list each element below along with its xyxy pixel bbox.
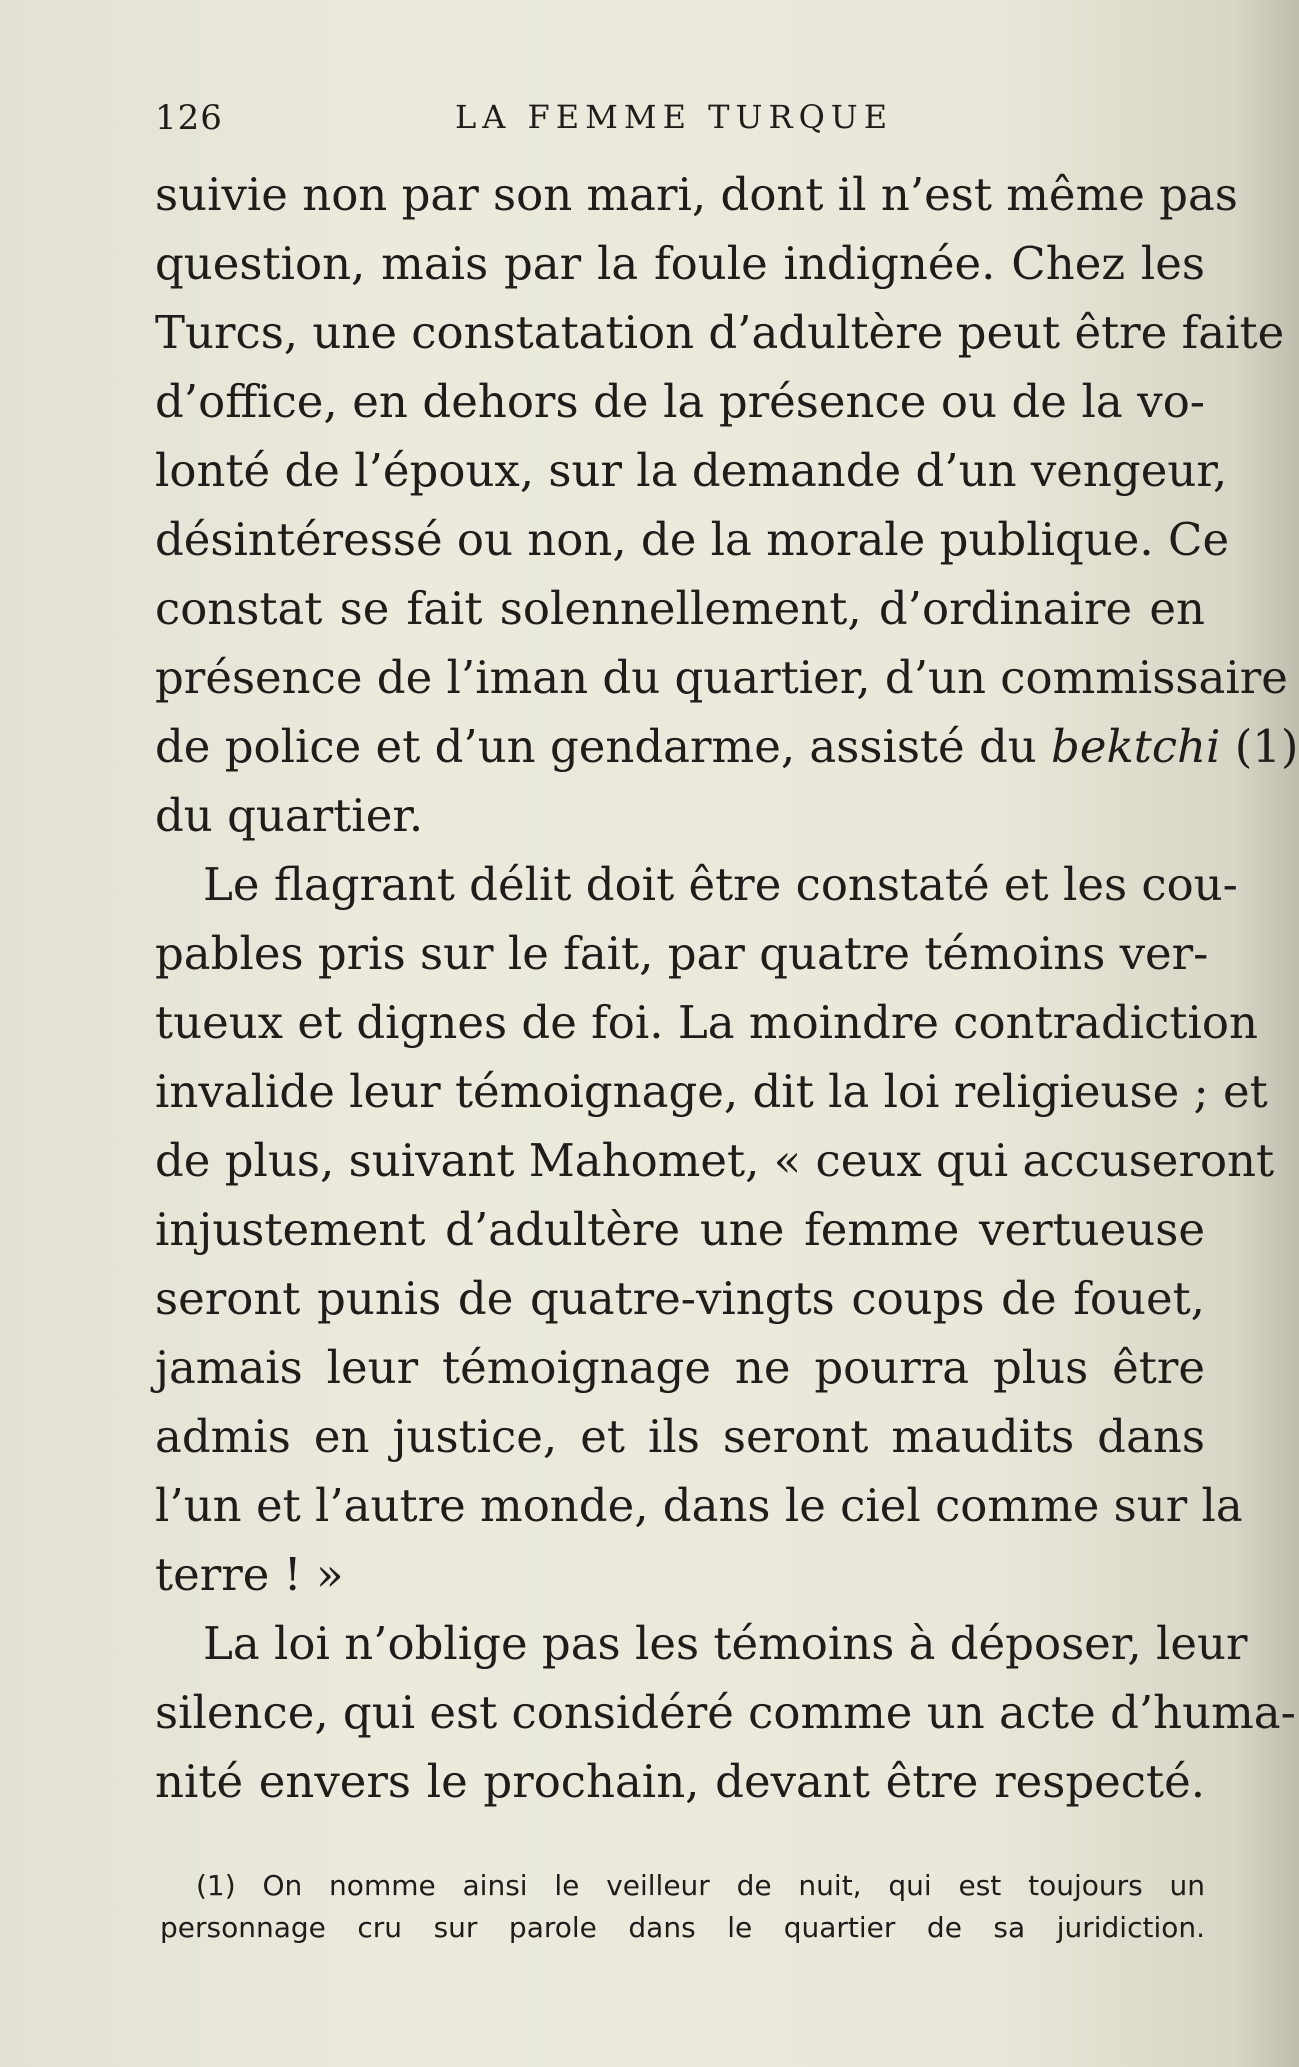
text-line: invalide leur témoignage, dit la loi religieuse ; et xyxy=(155,1065,1268,1118)
page-number: 126 xyxy=(155,98,223,138)
text-line: silence, qui est considéré comme un acte d’huma- xyxy=(155,1686,1296,1739)
text-line: suivie non par son mari, dont il n’est même pas xyxy=(155,168,1238,221)
text-line: lonté de l’époux, sur la demande d’un vengeur, xyxy=(155,444,1228,497)
text-line: seront punis de quatre-vingts coups de fouet, xyxy=(155,1272,1205,1325)
body-text xyxy=(155,160,1299,1816)
text-line: Turcs, une constatation d’adultère peut être faite xyxy=(155,306,1285,359)
text-line-with-term xyxy=(155,712,1299,781)
text-line: terre ! » xyxy=(155,1548,344,1601)
text-line: injustement d’adultère une femme vertueuse xyxy=(155,1203,1205,1256)
text-line: Le flagrant délit doit être constaté et les cou- xyxy=(203,858,1238,911)
footnote-line: (1) On nomme ainsi le veilleur de nuit, qui est toujours un xyxy=(196,1869,1205,1902)
text-line: désintéressé ou non, de la morale publique. Ce xyxy=(155,513,1230,566)
footnote xyxy=(160,1865,1205,1949)
text-line: présence de l’iman du quartier, d’un commissaire xyxy=(155,651,1288,704)
text-line: l’un et l’autre monde, dans le ciel comme sur la xyxy=(155,1479,1243,1532)
italic-term-bektchi: bektchi xyxy=(1051,720,1221,773)
text-line: La loi n’oblige pas les témoins à déposer, leur xyxy=(203,1617,1248,1670)
footnote-line: personnage cru sur parole dans le quartier de sa juridiction. xyxy=(160,1911,1205,1944)
text-line: du quartier. xyxy=(155,789,424,842)
text-line: tueux et dignes de foi. La moindre contradiction xyxy=(155,996,1258,1049)
page-header xyxy=(155,98,1205,148)
text-line: d’office, en dehors de la présence ou de la vo- xyxy=(155,375,1205,428)
text-line: question, mais par la foule indignée. Chez les xyxy=(155,237,1205,290)
footnote-reference: (1) xyxy=(1220,720,1299,773)
text-line: jamais leur témoignage ne pourra plus être xyxy=(155,1341,1205,1394)
running-title: LA FEMME TURQUE xyxy=(455,98,894,136)
text-line: pables pris sur le fait, par quatre témoins ver- xyxy=(155,927,1209,980)
text-line: de plus, suivant Mahomet, « ceux qui accuseront xyxy=(155,1134,1275,1187)
text-line: admis en justice, et ils seront maudits dans xyxy=(155,1410,1205,1463)
text-line: constat se fait solennellement, d’ordinaire en xyxy=(155,582,1205,635)
text-line: nité envers le prochain, devant être respecté. xyxy=(155,1755,1205,1808)
text-segment: de police et d’un gendarme, assisté du xyxy=(155,720,1052,773)
